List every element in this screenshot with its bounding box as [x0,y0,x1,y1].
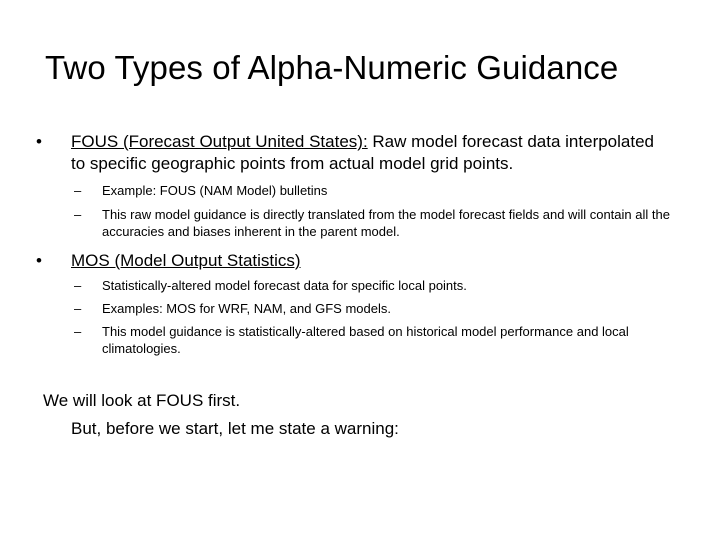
sub-bullet-marker: – [74,324,82,339]
bullet-marker: • [36,132,42,151]
sub-bullet-marker: – [74,183,82,198]
sub-bullet-text: This model guidance is statistically-altered based on historical model performance and local climatologies. [102,324,629,356]
sub-bullet-text: Example: FOUS (NAM Model) bulletins [102,183,328,198]
sub-bullet-mos-description [74,323,684,357]
sub-bullet-mos-definition [74,277,684,294]
sub-bullet-text: Statistically-altered model forecast data for specific local points. [102,278,467,293]
bullet-text [71,131,671,175]
sub-bullet-mos-examples [74,300,684,317]
sub-bullet-marker: – [74,207,82,222]
sub-bullet-fous-example [74,182,684,199]
slide-title: Two Types of Alpha-Numeric Guidance [45,49,619,86]
bullet-lead: FOUS (Forecast Output United States): [71,132,368,151]
bullet-fous [36,131,686,175]
bullet-mos [36,250,686,272]
bullet-marker: • [36,251,42,270]
closing-line-2: But, before we start, let me state a warning: [71,419,399,438]
closing-line-1: We will look at FOUS first. [43,391,241,410]
bullet-body: Raw model forecast data interpolated to specific geographic points from actual model grid points. [71,132,654,173]
sub-bullet-fous-description [74,206,684,240]
sub-bullet-marker: – [74,278,82,293]
sub-bullet-marker: – [74,301,82,316]
sub-bullet-text: Examples: MOS for WRF, NAM, and GFS models. [102,301,391,316]
sub-bullet-text: This raw model guidance is directly translated from the model forecast fields and will contain all the accuracies and biases inherent in the parent model. [102,207,670,239]
bullet-lead: MOS (Model Output Statistics) [71,251,301,270]
bullet-text [71,250,671,272]
